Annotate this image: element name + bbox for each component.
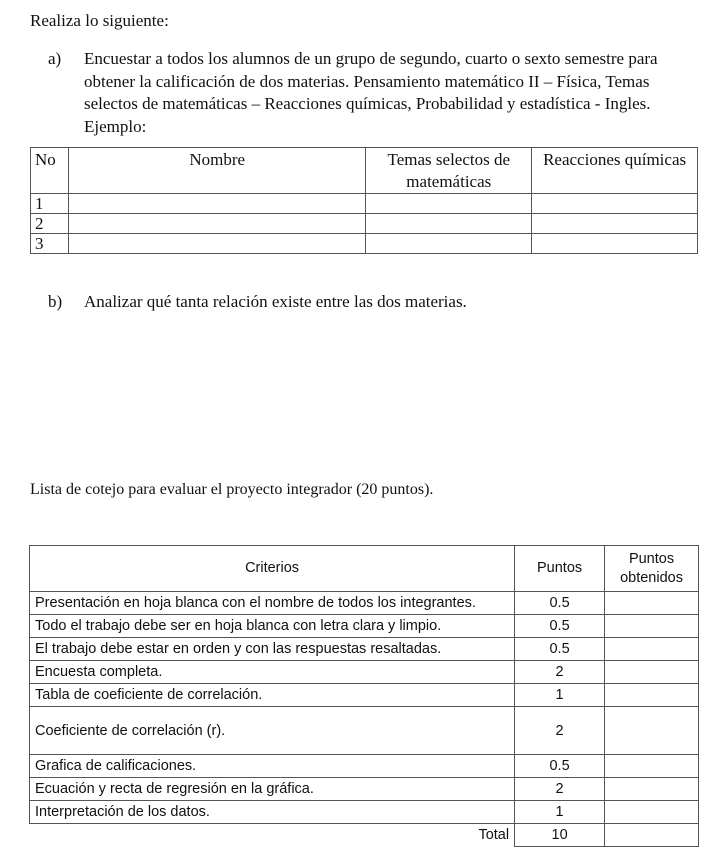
puntos-obtenidos: [605, 684, 699, 707]
header-puntos: Puntos: [515, 546, 605, 592]
cell-temas: [366, 214, 532, 234]
puntos-obtenidos: [605, 592, 699, 615]
puntos: 1: [515, 801, 605, 824]
item-a-text: [84, 48, 706, 138]
table-row: [30, 615, 699, 638]
checklist-table: [29, 545, 699, 847]
puntos-obtenidos: [605, 638, 699, 661]
table-row: [31, 214, 698, 234]
cell-nombre: [68, 194, 365, 214]
table-row: [30, 755, 699, 778]
checklist-header: [30, 546, 699, 592]
cell-nombre: [68, 214, 365, 234]
survey-table-header: [31, 148, 698, 194]
total-obtenidos: [605, 824, 699, 847]
row-number: 1: [31, 194, 69, 214]
criterio: Todo el trabajo debe ser en hoja blanca con letra clara y limpio.: [30, 615, 515, 638]
row-number: 2: [31, 214, 69, 234]
puntos: 1: [515, 684, 605, 707]
total-label: Total: [30, 824, 515, 847]
puntos: 0.5: [515, 755, 605, 778]
table-row: [30, 592, 699, 615]
puntos: 0.5: [515, 615, 605, 638]
puntos: 0.5: [515, 638, 605, 661]
header-reacciones: Reacciones químicas: [532, 148, 698, 194]
puntos-obtenidos: [605, 615, 699, 638]
table-row: [31, 194, 698, 214]
survey-table: [30, 147, 698, 254]
table-row: [30, 778, 699, 801]
puntos-obtenidos: [605, 707, 699, 755]
cell-reacciones: [532, 194, 698, 214]
puntos: 0.5: [515, 592, 605, 615]
criterio: Ecuación y recta de regresión en la gráfica.: [30, 778, 515, 801]
puntos: 2: [515, 661, 605, 684]
puntos-obtenidos: [605, 778, 699, 801]
criterio: Presentación en hoja blanca con el nombre de todos los integrantes.: [30, 592, 515, 615]
item-a-body: Encuestar a todos los alumnos de un grupo de segundo, cuarto o sexto semestre para obtener la calificación de dos materias. Pensamiento matemático II – Física, Temas selectos de matemáticas – Reacciones químicas, Probabilidad y estadística - Ingles.: [84, 49, 658, 113]
table-row: [30, 684, 699, 707]
cell-reacciones: [532, 234, 698, 254]
criterio: Grafica de calificaciones.: [30, 755, 515, 778]
puntos-obtenidos: [605, 755, 699, 778]
item-a-example: Ejemplo:: [84, 116, 147, 136]
checklist-title: Lista de cotejo para evaluar el proyecto integrador (20 puntos).: [30, 481, 434, 498]
header-nombre: Nombre: [68, 148, 365, 194]
header-temas: Temas selectos de matemáticas: [366, 148, 532, 194]
puntos: 2: [515, 778, 605, 801]
criterio: Tabla de coeficiente de correlación.: [30, 684, 515, 707]
cell-reacciones: [532, 214, 698, 234]
total-row: [30, 824, 699, 847]
table-row: [30, 801, 699, 824]
criterio: Coeficiente de correlación (r).: [30, 707, 515, 755]
table-row: [30, 707, 699, 755]
puntos: 2: [515, 707, 605, 755]
row-number: 3: [31, 234, 69, 254]
criterio: El trabajo debe estar en orden y con las respuestas resaltadas.: [30, 638, 515, 661]
header-criterios: Criterios: [30, 546, 515, 592]
item-b-label: b): [48, 292, 63, 311]
item-b-text: Analizar qué tanta relación existe entre las dos materias.: [84, 292, 467, 311]
criterio: Interpretación de los datos.: [30, 801, 515, 824]
table-row: [30, 638, 699, 661]
puntos-obtenidos: [605, 801, 699, 824]
intro-text: Realiza lo siguiente:: [30, 11, 169, 30]
cell-nombre: [68, 234, 365, 254]
item-a-label: a): [48, 49, 62, 68]
table-row: [31, 234, 698, 254]
table-row: [30, 661, 699, 684]
item-b: [48, 292, 467, 312]
cell-temas: [366, 194, 532, 214]
header-puntos-obtenidos: Puntos obtenidos: [605, 546, 699, 592]
header-no: No: [31, 148, 69, 194]
puntos-obtenidos: [605, 661, 699, 684]
total-value: 10: [515, 824, 605, 847]
criterio: Encuesta completa.: [30, 661, 515, 684]
cell-temas: [366, 234, 532, 254]
